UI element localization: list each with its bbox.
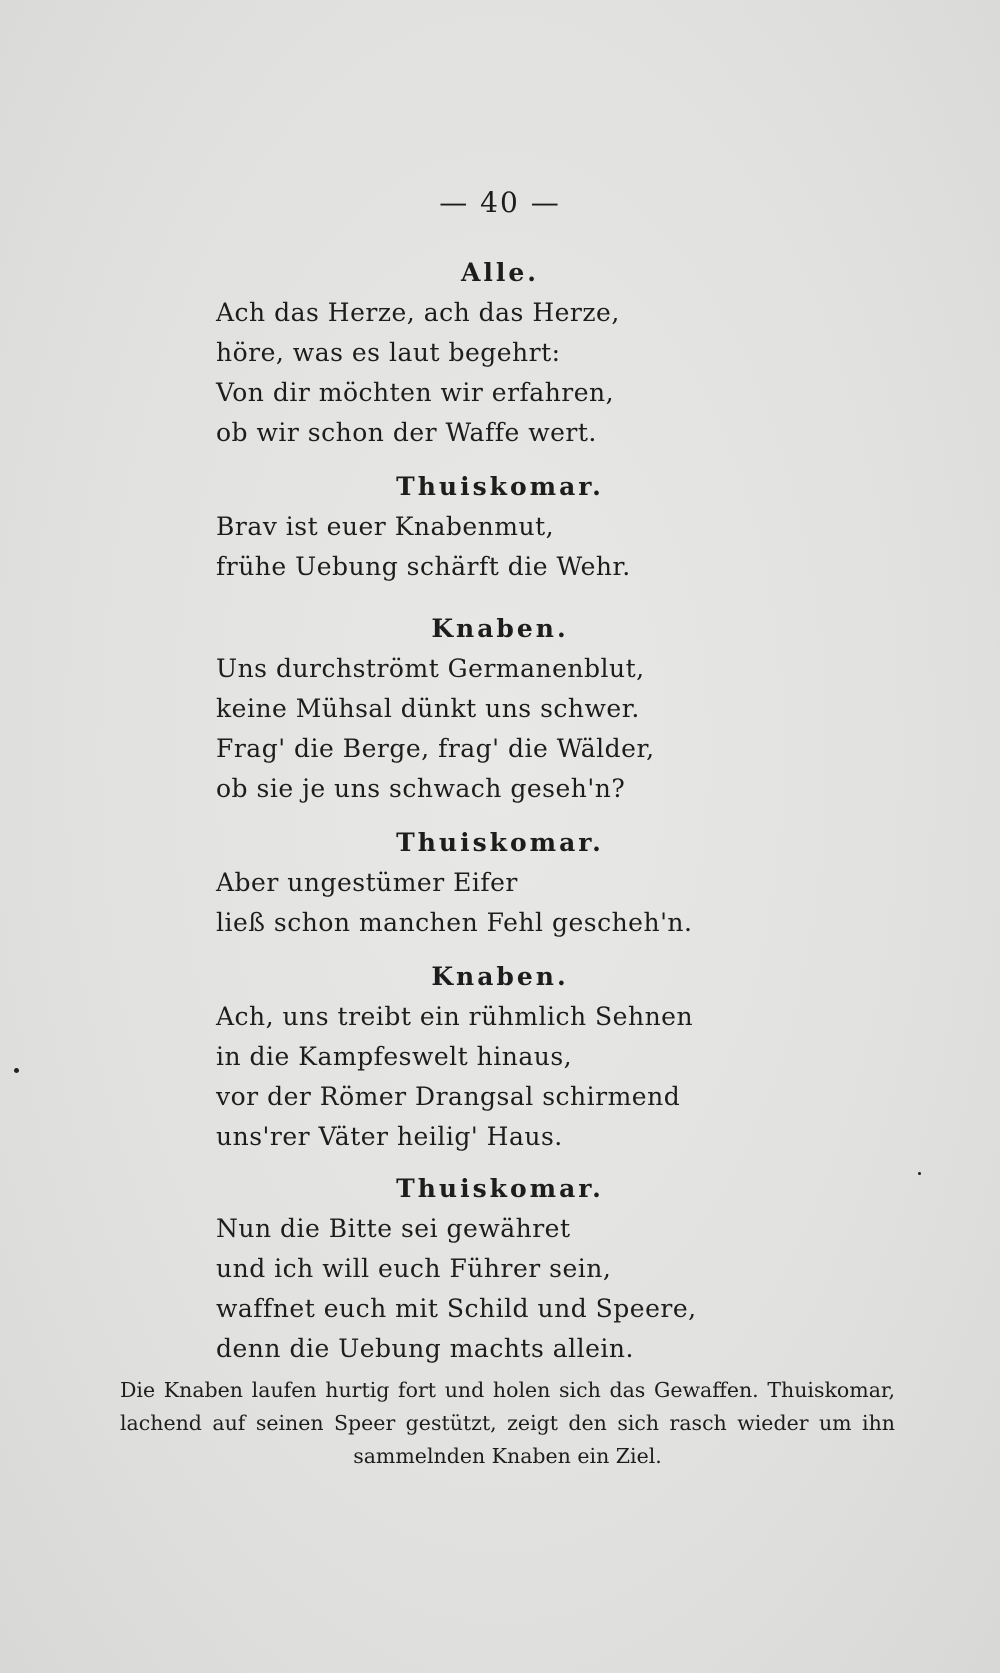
verse-line: Ach das Herze, ach das Herze, <box>216 298 620 327</box>
verse-line: und ich will euch Führer sein, <box>216 1254 612 1283</box>
page-number: — 40 — <box>439 186 561 219</box>
ink-speck <box>918 1172 921 1175</box>
verse-line: Brav ist euer Knabenmut, <box>216 512 555 541</box>
speaker-heading: Knaben. <box>431 614 569 643</box>
verse-line: Frag' die Berge, frag' die Wälder, <box>216 734 655 763</box>
speaker-heading: Thuiskomar. <box>396 472 604 501</box>
verse-line: ließ schon manchen Fehl gescheh'n. <box>216 908 693 937</box>
verse-line: ob wir schon der Waffe wert. <box>216 418 597 447</box>
verse-line: Uns durchströmt Germanenblut, <box>216 654 645 683</box>
verse-line: Nun die Bitte sei gewähret <box>216 1214 571 1243</box>
verse-line: keine Mühsal dünkt uns schwer. <box>216 694 640 723</box>
speaker-heading: Thuiskomar. <box>396 828 604 857</box>
verse-line: Aber ungestümer Eifer <box>216 868 518 897</box>
verse-line: vor der Römer Drangsal schirmend <box>216 1082 681 1111</box>
verse-line: Ach, uns treibt ein rühmlich Sehnen <box>216 1002 694 1031</box>
verse-line: denn die Uebung machts allein. <box>216 1334 634 1363</box>
verse-line: uns'rer Väter heilig' Haus. <box>216 1122 563 1151</box>
verse-line: ob sie je uns schwach geseh'n? <box>216 774 626 803</box>
verse-line: frühe Uebung schärft die Wehr. <box>216 552 631 581</box>
speaker-heading: Knaben. <box>431 962 569 991</box>
verse-line: höre, was es laut begehrt: <box>216 338 561 367</box>
stage-direction: Die Knaben laufen hurtig fort und holen sich das Gewaffen. Thuiskomar, lachend auf seinen Speer gestützt, zeigt den sich rasch wieder um ihn sammelnden Knaben ein Ziel. <box>120 1378 895 1468</box>
verse-line: Von dir möchten wir erfahren, <box>216 378 615 407</box>
verse-line: waffnet euch mit Schild und Speere, <box>216 1294 697 1323</box>
ink-speck <box>14 1068 19 1073</box>
speaker-heading: Alle. <box>460 258 539 287</box>
speaker-heading: Thuiskomar. <box>396 1174 604 1203</box>
verse-line: in die Kampfeswelt hinaus, <box>216 1042 573 1071</box>
